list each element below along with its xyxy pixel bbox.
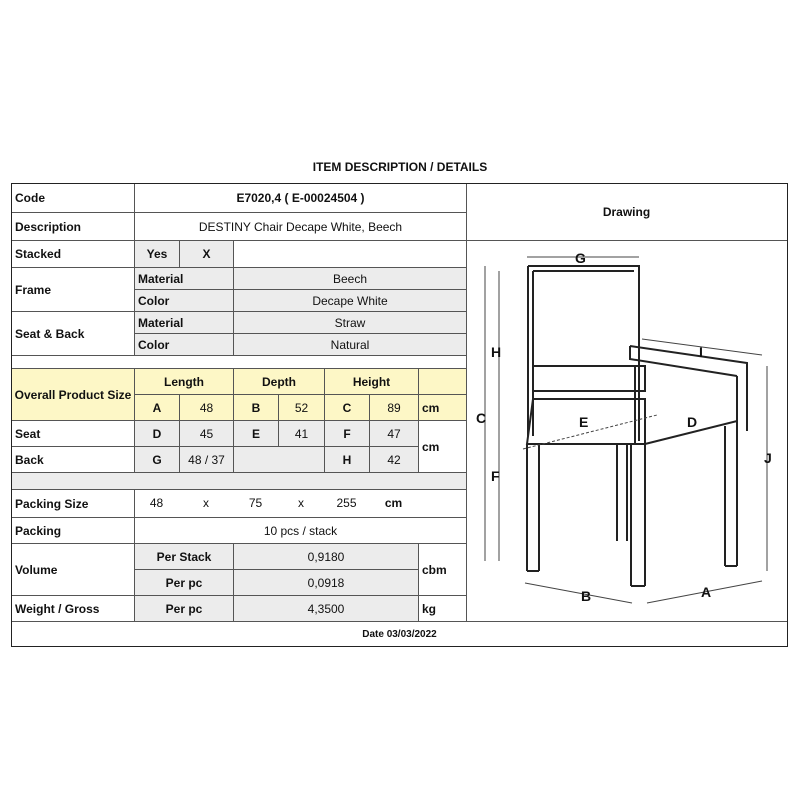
volume-label: Volume	[12, 543, 134, 595]
date-footer: Date 03/03/2022	[12, 621, 787, 646]
description-value: DESTINY Chair Decape White, Beech	[134, 212, 466, 240]
weight-value: 4,3500	[233, 595, 418, 621]
length-label: Length	[134, 368, 233, 394]
volume-unit: cbm	[418, 543, 466, 595]
seat-back-label: Seat & Back	[12, 311, 134, 355]
stacked-label: Stacked	[12, 240, 134, 267]
value-f: 47	[369, 420, 418, 446]
code-value: E7020,4 ( E-00024504 )	[134, 184, 466, 212]
packing-label: Packing	[12, 517, 134, 543]
value-b: 52	[278, 394, 324, 420]
seat-label: Seat	[12, 420, 134, 446]
page-title: ITEM DESCRIPTION / DETAILS	[312, 160, 488, 174]
weight-label: Weight / Gross	[12, 595, 134, 621]
letter-b: B	[233, 394, 278, 420]
stacked-mark: X	[179, 240, 233, 267]
seat-back-material-label: Material	[134, 311, 233, 333]
drawing-letter-j: J	[764, 450, 772, 466]
letter-e: E	[233, 420, 278, 446]
drawing-letter-e: E	[579, 414, 589, 430]
packing-x-2: x	[298, 496, 304, 510]
drawing-letter-i: I	[699, 344, 703, 360]
drawing-label: Drawing	[602, 205, 651, 219]
code-label: Code	[15, 191, 45, 205]
seat-back-color-label: Color	[134, 333, 233, 355]
depth-label: Depth	[233, 368, 324, 394]
chair-drawing	[467, 241, 787, 621]
frame-color: Decape White	[233, 289, 466, 311]
drawing-letter-f: F	[491, 468, 500, 484]
stacked-yes: Yes	[134, 240, 179, 267]
overall-unit: cm	[418, 394, 466, 420]
letter-d: D	[134, 420, 179, 446]
drawing-letter-a: A	[701, 584, 712, 600]
letter-a: A	[134, 394, 179, 420]
drawing-letter-c: C	[476, 410, 487, 426]
packing-value: 10 pcs / stack	[134, 517, 466, 543]
seat-back-unit: cm	[418, 420, 466, 472]
seat-back-color: Natural	[233, 333, 466, 355]
description-label: Description	[12, 212, 134, 240]
overall-empty	[418, 368, 466, 394]
weight-unit: kg	[418, 595, 466, 621]
value-e: 41	[278, 420, 324, 446]
volume-per-pc: 0,0918	[233, 569, 418, 595]
item-details-sheet	[11, 183, 788, 647]
volume-per-pc-label: Per pc	[134, 569, 233, 595]
back-label: Back	[12, 446, 134, 472]
value-a: 48	[179, 394, 233, 420]
back-empty	[233, 446, 324, 472]
value-d: 45	[179, 420, 233, 446]
value-c: 89	[369, 394, 418, 420]
seat-back-material: Straw	[233, 311, 466, 333]
letter-c: C	[324, 394, 369, 420]
weight-per-pc-label: Per pc	[134, 595, 233, 621]
packing-width: 75	[248, 496, 263, 510]
volume-per-stack: 0,9180	[233, 543, 418, 569]
value-g: 48 / 37	[179, 446, 233, 472]
letter-h: H	[324, 446, 369, 472]
packing-size-label: Packing Size	[12, 489, 134, 517]
spacer-row-2	[12, 472, 466, 489]
packing-size-unit: cm	[384, 496, 403, 510]
letter-f: F	[324, 420, 369, 446]
stacked-empty	[233, 240, 466, 267]
frame-label: Frame	[12, 267, 134, 311]
packing-length: 48	[149, 496, 164, 510]
volume-per-stack-label: Per Stack	[134, 543, 233, 569]
drawing-letter-g: G	[575, 250, 586, 266]
frame-material: Beech	[233, 267, 466, 289]
frame-material-label: Material	[134, 267, 233, 289]
drawing-letter-b: B	[581, 588, 592, 604]
overall-size-label: Overall Product Size	[12, 368, 134, 420]
value-h: 42	[369, 446, 418, 472]
letter-g: G	[134, 446, 179, 472]
packing-height: 255	[336, 496, 357, 510]
drawing-letter-d: D	[687, 414, 698, 430]
frame-color-label: Color	[134, 289, 233, 311]
spacer-row	[12, 355, 466, 368]
height-label: Height	[324, 368, 418, 394]
packing-x-1: x	[203, 496, 209, 510]
drawing-letter-h: H	[491, 344, 502, 360]
